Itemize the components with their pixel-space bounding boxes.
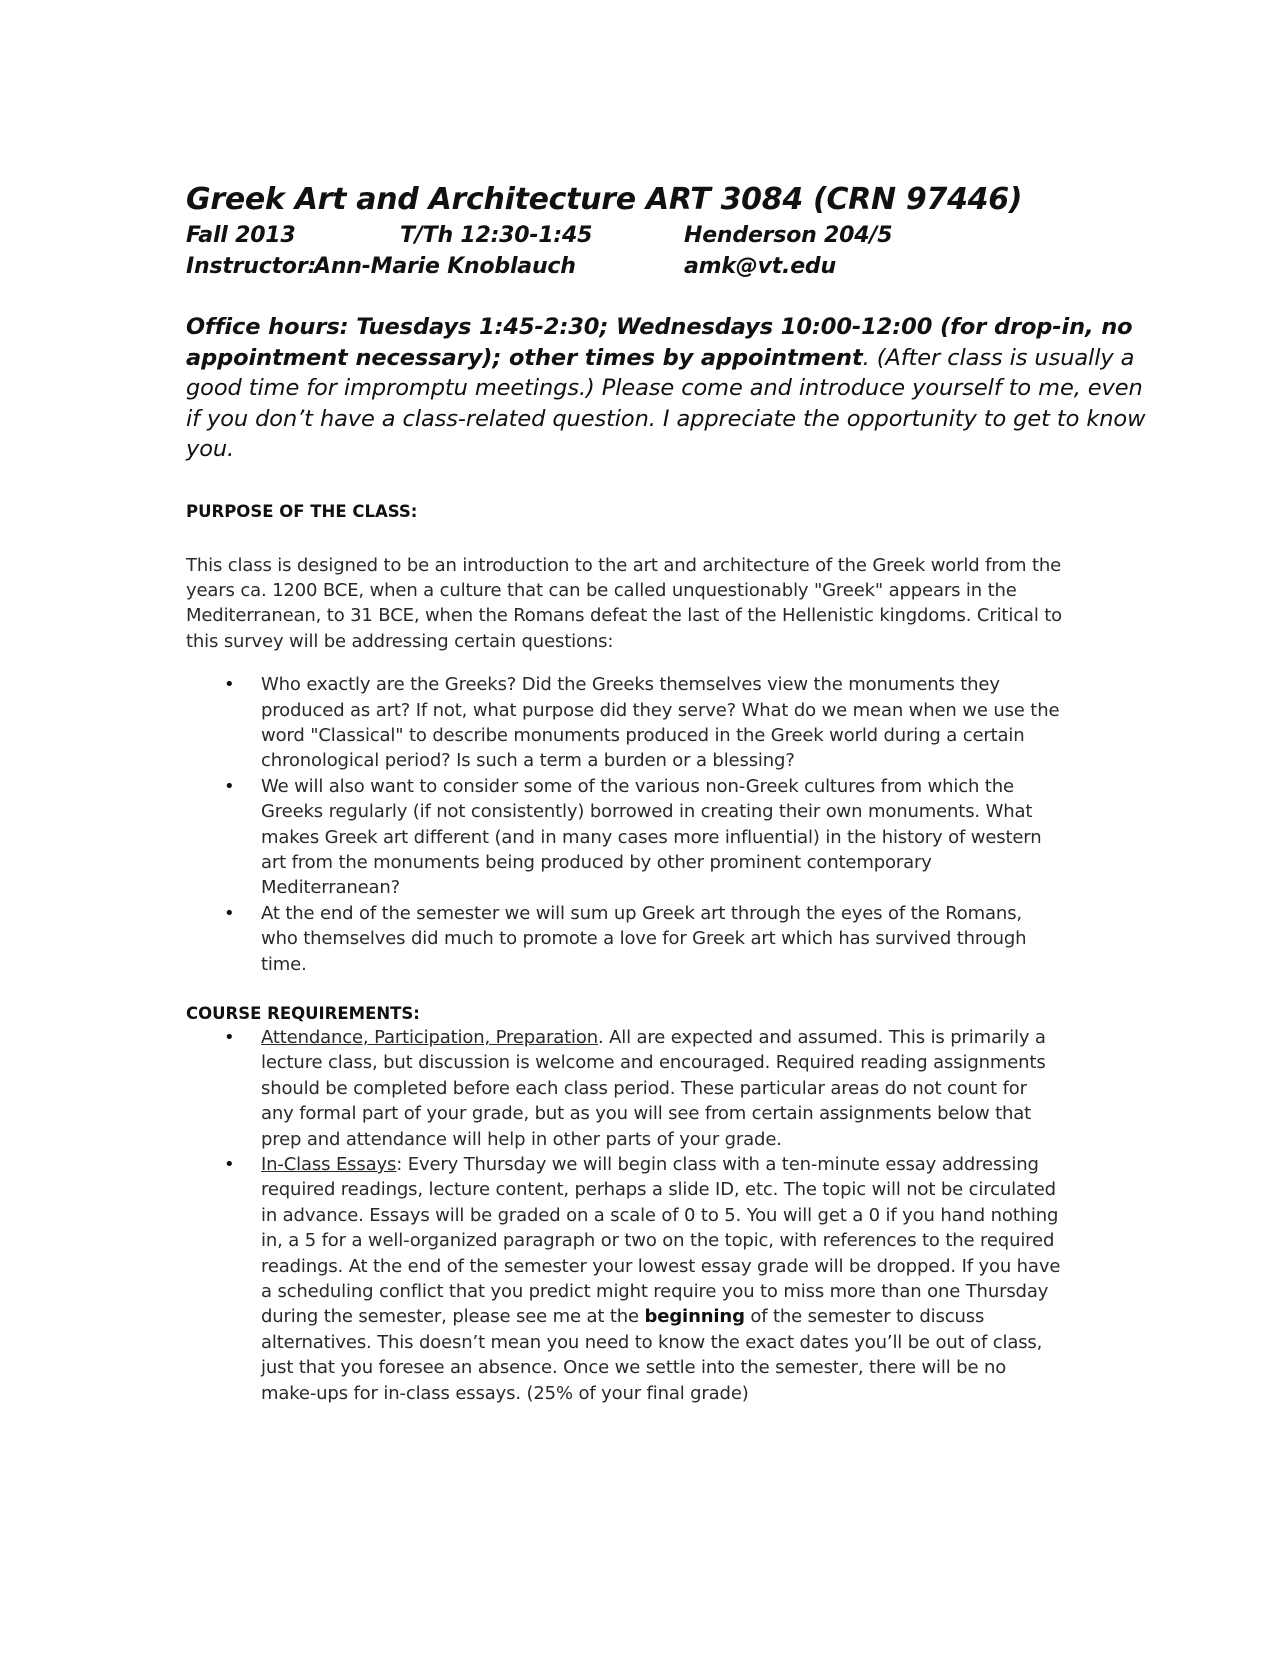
location: Henderson 204/5 xyxy=(684,223,893,248)
instructor-row xyxy=(186,251,1186,282)
requirements-list xyxy=(186,1025,1186,1406)
course-title: Greek Art and Architecture ART 3084 (CRN 97446) xyxy=(186,182,1023,217)
bullet-icon: • xyxy=(224,1154,235,1176)
bullet-icon: • xyxy=(224,674,235,696)
course-meta-row xyxy=(186,220,1186,251)
requirement-text: . All are expected and assumed. This is primarily a lecture class, but discussion is welcome and encouraged. Required reading assignments should be completed before each class period. These particular areas do not count for any formal part of your grade, but as you will see from certain assignments below that prep and attendance will help in other parts of your grade. xyxy=(261,1027,1046,1150)
list-item xyxy=(186,1025,1061,1152)
syllabus-page xyxy=(186,180,1186,1406)
schedule: T/Th 12:30-1:45 xyxy=(400,223,593,248)
requirement-title: Attendance, Participation, Preparation xyxy=(261,1027,598,1048)
requirement-text: : Every Thursday we will begin class with a ten-minute essay addressing required readings, lecture content, perhaps a slide ID, etc. The topic will not be circulated in advance. Essays will be graded on a scale of 0 to 5. You will get a 0 if you hand nothing in, a 5 for a well-organized paragraph or two on the topic, with references to the required readings. At the end of the semester your lowest essay grade will be dropped. If you have a scheduling conflict that you predict might require you to miss more than one Thursday during the semester, please see me at the xyxy=(261,1154,1061,1328)
purpose-bullet-list xyxy=(186,672,1186,977)
list-item xyxy=(186,672,1061,774)
instructor-label: Instructor: xyxy=(186,254,317,279)
requirement-text-after: of the semester to discuss alternatives. This doesn’t mean you need to know the exact dates you’ll be out of class, just that you foresee an absence. Once we settle into the semester, there will be no make-ups for in-class essays. (25% of your final grade) xyxy=(261,1306,1043,1404)
purpose-intro: This class is designed to be an introduction to the art and architecture of the Greek world from the years ca. 1200 BCE, when a culture that can be called unquestionably "Greek" appears in the Mediterranean, to 31 BCE, when the Romans defeat the last of the Hellenistic kingdoms. Critical to this survey will be addressing certain questions: xyxy=(186,554,1063,652)
bullet-icon: • xyxy=(224,902,235,924)
purpose-heading: PURPOSE OF THE CLASS: xyxy=(186,501,418,521)
instructor-name: Ann-Marie Knoblauch xyxy=(314,254,576,279)
requirements-heading: COURSE REQUIREMENTS: xyxy=(186,1004,420,1023)
office-hours-bold: Office hours: Tuesdays 1:45-2:30; Wednesdays 10:00-12:00 (for drop-in, no appointment necessary); other times by appointment xyxy=(186,314,1133,371)
requirement-title: In-Class Essays xyxy=(261,1154,397,1176)
instructor-email: amk@vt.edu xyxy=(684,254,836,279)
list-item xyxy=(186,901,1061,977)
bullet-icon: • xyxy=(224,1027,235,1048)
purpose-bullet-text: At the end of the semester we will sum up Greek art through the eyes of the Romans, who themselves did much to promote a love for Greek art which has survived through time. xyxy=(261,902,1027,975)
list-item xyxy=(186,1152,1061,1406)
requirement-emphasis: beginning xyxy=(644,1306,745,1328)
purpose-bullet-text: Who exactly are the Greeks? Did the Greeks themselves view the monuments they produced as art? If not, what purpose did they serve? What do we mean when we use the word "Classical" to describe monuments produced in the Greek world during a certain chronological period? Is such a term a burden or a blessing? xyxy=(261,674,1060,772)
bullet-icon: • xyxy=(224,775,235,797)
office-hours-paragraph xyxy=(186,312,1146,465)
purpose-bullet-text: We will also want to consider some of the various non-Greek cultures from which the Greeks regularly (if not consistently) borrowed in creating their own monuments. What makes Greek art different (and in many cases more influential) in the history of western art from the monuments being produced by other prominent contemporary Mediterranean? xyxy=(261,775,1042,899)
term: Fall 2013 xyxy=(186,223,296,248)
office-hours-rest: . (After class is usually a good time for impromptu meetings.) Please come and introduce yourself to me, even if you don’t have a class-related question. I appreciate the opportunity to get to know you. xyxy=(186,344,1146,462)
list-item xyxy=(186,774,1061,901)
